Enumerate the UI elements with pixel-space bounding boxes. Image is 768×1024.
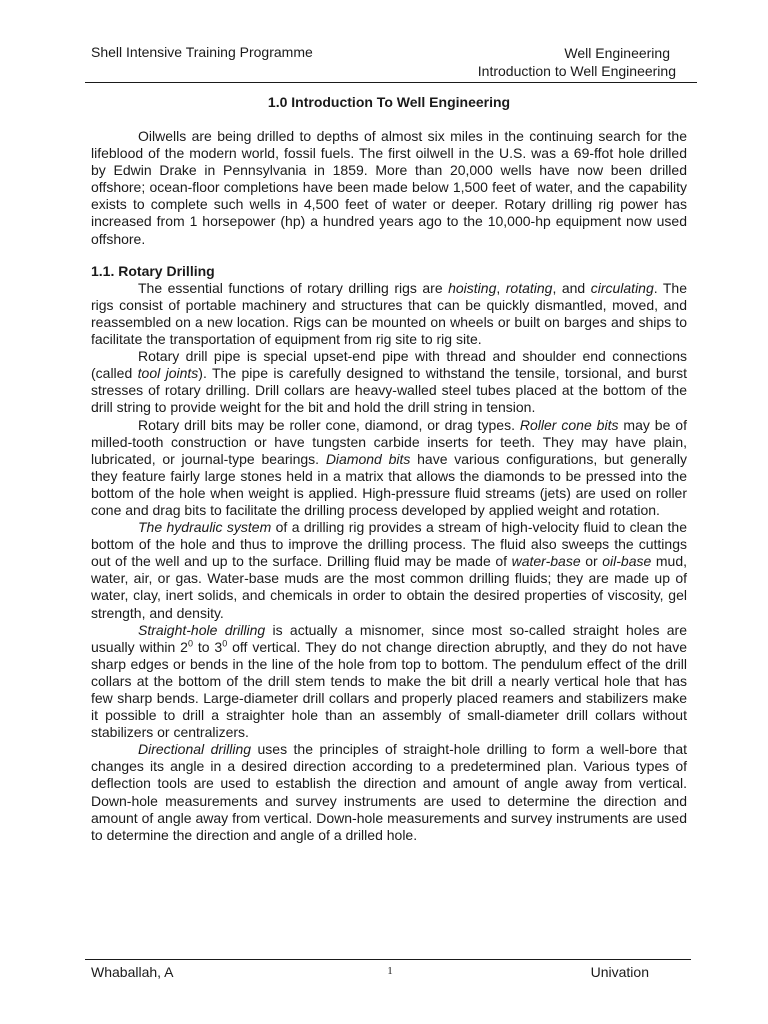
text-run: of a drilling rig provides a stream of high-velocity fluid to clean the bottom of the hole and thus to improve the drilling process. The fluid also sweeps the cuttings out of the well and up to the surface. Drilling fluid may be made of [91, 519, 687, 570]
text-run: to 3 [192, 638, 223, 655]
document-title: 1.0 Introduction To Well Engineering [267, 94, 511, 110]
text-run: . The rigs consist of portable machinery and structures that can be quickly dismantled, moved, and reassembled on a new location. Rigs can be mounted on wheels or built on barges and ships to facilitate the transportation of equipment from rig site to rig site. [91, 279, 688, 348]
header-rule [85, 82, 697, 83]
degree-superscript: 0 [187, 638, 193, 649]
italic-term: Diamond bits [325, 450, 411, 467]
paragraph-drill-pipe [91, 348, 687, 416]
page-content [91, 94, 687, 844]
text-run: uses the principles of straight-hole drilling to form a well-bore that changes its angle in a desired direction according to a predetermined plan. Various types of deflection tools are used to establish the direction and amount of angle away from vertical. Down-hole measurements and survey instruments are used to determine the direction and amount of angle away from vertical. Down-hole measurements and survey instruments are used to determine the direction and angle of a drilled hole. [91, 741, 687, 843]
text-run: off vertical. They do not change direction abruptly, and they do not have sharp edges or bends in the line of the hole from top to bottom. The pendulum effect of the drill collars at the bottom of the drill stem tends to make the bit drill a nearly vertical hole that has few sharp bends. Large-diameter drill collars and properly placed reamers and stabilizers make it possible to drill a straighter hole than an assembly of small-diameter drill collars without stabilizers or centralizers. [91, 638, 687, 741]
italic-term: Roller cone bits [519, 416, 619, 433]
header-right [478, 44, 676, 80]
footer-organization: Univation [590, 964, 649, 980]
paragraph-rig-functions [91, 280, 687, 348]
italic-term: hoisting [448, 279, 497, 296]
intro-paragraph: Oilwells are being drilled to depths of almost six miles in the continuing search for the lifeblood of the modern world, fossil fuels. The first oilwell in the U.S. was a 69-ffot hole drilled by Edwin Drake in Pennsylvania in 1859. More than 20,000 wells have now been drilled offshore; ocean-floor completions have been made below 1,500 feet of water, and the capability exists to complete such wells in 4,500 feet of water or deeper. Rotary drilling rig power has increased from 1 horsepower (hp) a hundred years ago to the 10,000-hp equipment now used offshore. [91, 128, 687, 247]
spacer [91, 111, 687, 128]
text-run: may be of milled-tooth construction or have tungsten carbide inserts for teeth. They may have plain, lubricated, or journal-type bearings. [91, 416, 687, 467]
text-run: have various configurations, but generally they feature fairly large stones held in a matrix that allows the diamonds to be pressed into the bottom of the hole when weight is applied. High-pressure fluid streams (jets) are used on roller cone and drag bits to facilitate the drilling process developed by applied weight and rotation. [91, 450, 687, 518]
text-run: Rotary drill pipe is special upset-end pipe with thread and shoulder end connections (called [91, 348, 687, 382]
text-run: is actually a misnomer, since most so-called straight holes are usually within 2 [91, 621, 687, 655]
paragraph-hydraulic-system [91, 519, 687, 622]
text-run: , [496, 279, 506, 296]
paragraph-drill-bits [91, 417, 687, 520]
header-right-line2: Introduction to Well Engineering [477, 63, 676, 79]
italic-term: oil-base [602, 553, 652, 570]
paragraph-directional [91, 741, 687, 844]
section-heading: 1.1. Rotary Drilling [91, 262, 215, 279]
degree-superscript: 0 [222, 638, 228, 649]
text-run: or [580, 553, 603, 570]
text-run: Rotary drill bits may be roller cone, diamond, or drag types. [138, 416, 520, 433]
paragraph-straight-hole [91, 622, 687, 742]
text-run: mud, water, air, or gas. Water-base muds are the most common drilling fluids; they are made up of water, clay, inert solids, and chemicals in order to obtain the desired properties of viscosity, gel strength, and density. [91, 553, 688, 621]
header-right-line1: Well Engineering [564, 45, 670, 61]
italic-term: Directional drilling [138, 741, 252, 758]
italic-term: tool joints [137, 365, 199, 382]
header-left-title: Shell Intensive Training Programme [91, 44, 313, 60]
text-run: The essential functions of rotary drilling rigs are [138, 279, 449, 296]
italic-term: rotating [505, 279, 553, 296]
text-run: , and [552, 279, 591, 296]
italic-term: Straight-hole drilling [138, 621, 266, 638]
page-number: 1 [387, 965, 393, 977]
italic-term: circulating [590, 279, 654, 296]
italic-term: The hydraulic system [138, 519, 272, 536]
text-run: ). The pipe is carefully designed to withstand the tensile, torsional, and burst stresses of rotary drilling. Drill collars are heavy-walled steel tubes placed at the bottom of the drill string to provide weight for the bit and hold the drill string in tension. [91, 365, 687, 416]
spacer [91, 248, 687, 263]
footer-author: Whaballah, A [91, 964, 174, 980]
italic-term: water-base [511, 553, 581, 570]
footer-rule [85, 959, 691, 960]
